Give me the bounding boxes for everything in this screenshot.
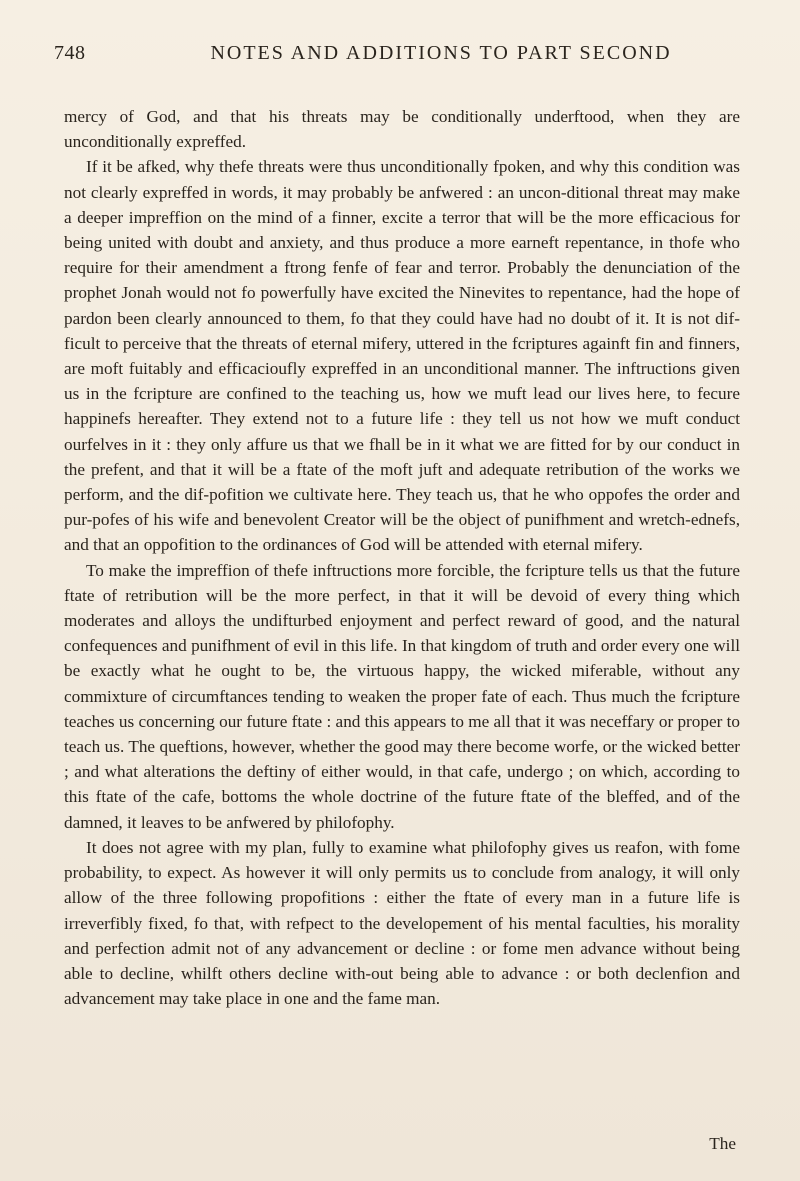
catchword: The xyxy=(709,1134,736,1153)
page-header xyxy=(54,42,746,72)
page-number: 748 xyxy=(54,42,86,64)
paragraph: It does not agree with my plan, fully to examine what philofophy gives us reafon, with fome probability, to expect. As however it will only permits us to conclude from analogy, it will only allow of the three following propofitions : either the ftate of every man in a future life is irreverfibly fixed, fo that, with refpect to the developement of his mental faculties, his morality and perfection admit not of any advancement or decline : or fome men advance without being able to decline, whilft others decline with-out being able to advance : or both declenfion and advancement may take place in one and the fame man. xyxy=(64,837,740,1009)
paragraph: To make the impreffion of thefe inftructions more forcible, the fcripture tells us that the future ftate of retribution will be the more perfect, in that it will be devoid of every thing which moderates and alloys the undifturbed enjoyment and perfect reward of good, and the natural confequences and punifhment of evil in this life. In that kingdom of truth and order every one will be exactly what he ought to be, the virtuous happy, the wicked miferable, without any commixture of circumftances tending to weaken the proper fate of each. Thus much the fcripture teaches us concerning our future ftate : and this appears to me all that it was neceffary or proper to teach us. The queftions, however, whether the good may there become worfe, or the wicked better ; and what alterations the deftiny of either would, in that cafe, undergo ; on which, according to this ftate of the cafe, bottoms the whole doctrine of the future ftate of the bleffed, and of the damned, it leaves to be anfwered by philofophy. xyxy=(64,560,740,832)
paragraph-continuation: mercy of God, and that his threats may be conditionally underftood, when they are unconditionally expreffed. xyxy=(64,107,740,152)
paragraph: If it be afked, why thefe threats were thus unconditionally fpoken, and why this condition was not clearly expreffed in words, it may probably be anfwered : an uncon-ditional threat may make a deeper impreffion on the mind of a finner, excite a terror that will be the more efficacious for being united with doubt and anxiety, and thus produce a more earneft repentance, in thofe who require for their amendment a ftrong fenfe of fear and terror. Probably the denunciation of the prophet Jonah would not fo powerfully have excited the Ninevites to repentance, had the hope of pardon been clearly announced to them, fo that they could have had no doubt of it. It is not dif-ficult to perceive that the threats of eternal mifery, uttered in the fcriptures againft fin and finners, are moft fuitably and efficacioufly expreffed in an unconditional manner. The inftructions given us in the fcripture are confined to the teaching us, how we muft lead our lives here, to fecure happinefs hereafter. They extend not to a future life : they tell us not how we muft conduct ourfelves in it : they only affure us that we fhall be in it what we are fitted for by our conduct in the prefent, and that it will be a ftate of the moft juft and adequate retribution of the works we perform, and the dif-pofition we cultivate here. They teach us, that he who oppofes the order and pur-pofes of his wife and benevolent Creator will be the object of punifhment and wretch-ednefs, and that an oppofition to the ordinances of God will be attended with eternal mifery. xyxy=(64,157,740,555)
running-head: NOTES AND ADDITIONS TO PART SECOND xyxy=(210,42,672,64)
body-text xyxy=(64,104,740,1011)
